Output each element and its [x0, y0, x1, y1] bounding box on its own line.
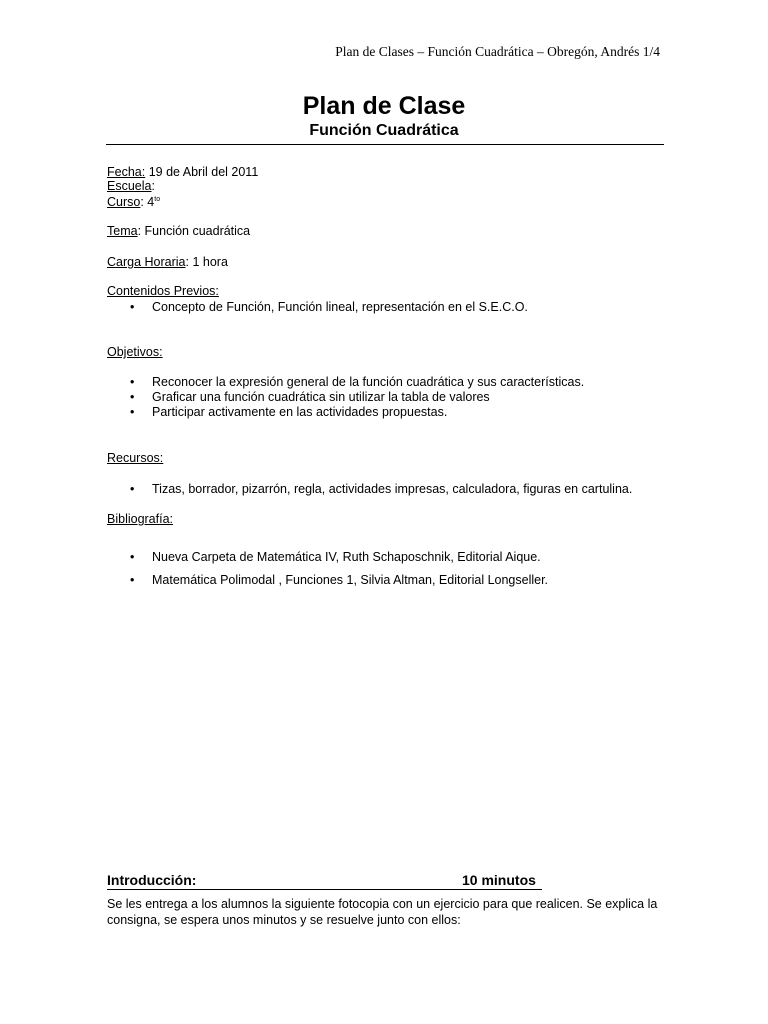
tema-line: [107, 224, 250, 239]
curso-line: [107, 193, 160, 210]
curso-superscript: to: [154, 196, 161, 203]
fecha-value: 19 de Abril del 2011: [148, 165, 259, 179]
introduccion-heading: Introducción:: [107, 872, 197, 888]
curso-label: Curso: [107, 195, 141, 209]
carga-line: [107, 255, 228, 270]
tema-label: Tema: [107, 224, 138, 238]
recursos-item: Tizas, borrador, pizarrón, regla, actividades impresas, calculadora, figuras en cartulina.: [152, 482, 633, 496]
tema-value: : Función cuadrática: [137, 224, 251, 238]
bullet-icon: •: [130, 300, 135, 314]
bibliografia-item: Nueva Carpeta de Matemática IV, Ruth Schaposchnik, Editorial Aique.: [152, 550, 541, 564]
fecha-line: [107, 165, 258, 180]
document-title: Plan de Clase: [302, 92, 466, 120]
bullet-icon: •: [130, 482, 135, 496]
escuela-line: [107, 179, 155, 194]
objetivo-item: Participar activamente en las actividades propuestas.: [152, 405, 448, 419]
escuela-label: Escuela: [107, 179, 152, 193]
curso-value: : 4: [140, 195, 155, 209]
title-divider: [106, 144, 664, 145]
recursos-heading: Recursos:: [107, 451, 164, 465]
bibliografia-item: Matemática Polimodal , Funciones 1, Silvia Altman, Editorial Longseller.: [152, 573, 549, 587]
objetivos-heading: Objetivos:: [107, 345, 163, 359]
fecha-label: Fecha:: [107, 165, 146, 179]
bullet-icon: •: [130, 550, 135, 564]
document-subtitle: Función Cuadrática: [309, 122, 459, 139]
bullet-icon: •: [130, 375, 135, 389]
introduccion-text: Se les entrega a los alumnos la siguiente fotocopia con un ejercicio para que realicen. Se explica la consigna, se espera unos minutos y se resuelve junto con ellos:: [107, 897, 658, 927]
carga-value: : 1 hora: [185, 255, 228, 269]
bullet-icon: •: [130, 390, 135, 404]
contenidos-item: Concepto de Función, Función lineal, representación en el S.E.C.O.: [152, 300, 528, 314]
running-header: Plan de Clases – Función Cuadrática – Obregón, Andrés 1/4: [335, 44, 660, 59]
bullet-icon: •: [130, 573, 135, 587]
introduccion-underline: [107, 889, 542, 890]
bibliografia-heading: Bibliografía:: [107, 512, 174, 526]
objetivo-item: Graficar una función cuadrática sin utilizar la tabla de valores: [152, 390, 490, 404]
introduccion-duration: 10 minutos: [462, 872, 536, 888]
bullet-icon: •: [130, 405, 135, 419]
objetivo-item: Reconocer la expresión general de la función cuadrática y sus características.: [152, 375, 585, 389]
carga-label: Carga Horaria: [107, 255, 186, 269]
contenidos-heading: Contenidos Previos:: [107, 284, 219, 298]
escuela-suffix: :: [151, 179, 155, 193]
